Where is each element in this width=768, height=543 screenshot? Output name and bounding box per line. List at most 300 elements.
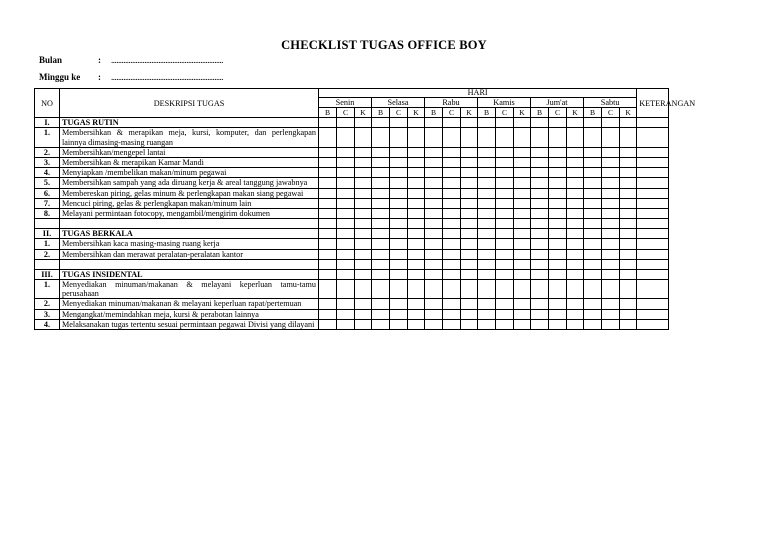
check-cell[interactable] xyxy=(567,209,584,219)
check-cell[interactable] xyxy=(425,249,443,259)
check-cell[interactable] xyxy=(337,280,355,299)
check-cell[interactable] xyxy=(372,147,390,157)
check-cell[interactable] xyxy=(567,259,584,269)
check-cell[interactable] xyxy=(514,168,531,178)
check-cell[interactable] xyxy=(602,299,620,309)
check-cell[interactable] xyxy=(408,128,425,147)
check-cell[interactable] xyxy=(408,259,425,269)
check-cell[interactable] xyxy=(425,198,443,208)
check-cell[interactable] xyxy=(372,198,390,208)
check-cell[interactable] xyxy=(408,118,425,128)
check-cell[interactable] xyxy=(602,319,620,329)
check-cell[interactable] xyxy=(319,319,337,329)
check-cell[interactable] xyxy=(390,239,408,249)
check-cell[interactable] xyxy=(461,269,478,279)
check-cell[interactable] xyxy=(372,178,390,188)
check-cell[interactable] xyxy=(584,239,602,249)
check-cell[interactable] xyxy=(620,209,637,219)
check-cell[interactable] xyxy=(425,280,443,299)
check-cell[interactable] xyxy=(390,269,408,279)
check-cell[interactable] xyxy=(549,309,567,319)
check-cell[interactable] xyxy=(337,219,355,229)
check-cell[interactable] xyxy=(496,209,514,219)
check-cell[interactable] xyxy=(319,229,337,239)
check-cell[interactable] xyxy=(478,118,496,128)
check-cell[interactable] xyxy=(478,198,496,208)
check-cell[interactable] xyxy=(620,198,637,208)
check-cell[interactable] xyxy=(408,309,425,319)
check-cell[interactable] xyxy=(319,269,337,279)
check-cell[interactable] xyxy=(514,269,531,279)
check-cell[interactable] xyxy=(372,259,390,269)
check-cell[interactable] xyxy=(496,319,514,329)
check-cell[interactable] xyxy=(567,178,584,188)
check-cell[interactable] xyxy=(584,259,602,269)
check-cell[interactable] xyxy=(337,158,355,168)
check-cell[interactable] xyxy=(372,118,390,128)
keterangan-cell[interactable] xyxy=(637,319,669,329)
check-cell[interactable] xyxy=(496,147,514,157)
check-cell[interactable] xyxy=(478,178,496,188)
check-cell[interactable] xyxy=(337,259,355,269)
check-cell[interactable] xyxy=(478,168,496,178)
check-cell[interactable] xyxy=(390,209,408,219)
check-cell[interactable] xyxy=(514,219,531,229)
check-cell[interactable] xyxy=(496,118,514,128)
check-cell[interactable] xyxy=(531,309,549,319)
check-cell[interactable] xyxy=(390,319,408,329)
check-cell[interactable] xyxy=(584,309,602,319)
keterangan-cell[interactable] xyxy=(637,198,669,208)
check-cell[interactable] xyxy=(602,229,620,239)
check-cell[interactable] xyxy=(549,280,567,299)
check-cell[interactable] xyxy=(620,168,637,178)
check-cell[interactable] xyxy=(602,128,620,147)
check-cell[interactable] xyxy=(355,249,372,259)
check-cell[interactable] xyxy=(602,259,620,269)
check-cell[interactable] xyxy=(319,219,337,229)
check-cell[interactable] xyxy=(478,309,496,319)
check-cell[interactable] xyxy=(337,309,355,319)
keterangan-cell[interactable] xyxy=(637,229,669,239)
check-cell[interactable] xyxy=(567,128,584,147)
check-cell[interactable] xyxy=(408,178,425,188)
check-cell[interactable] xyxy=(549,249,567,259)
check-cell[interactable] xyxy=(514,229,531,239)
check-cell[interactable] xyxy=(549,188,567,198)
check-cell[interactable] xyxy=(337,178,355,188)
check-cell[interactable] xyxy=(390,219,408,229)
check-cell[interactable] xyxy=(567,198,584,208)
check-cell[interactable] xyxy=(443,188,461,198)
check-cell[interactable] xyxy=(514,249,531,259)
check-cell[interactable] xyxy=(390,188,408,198)
check-cell[interactable] xyxy=(443,178,461,188)
check-cell[interactable] xyxy=(602,209,620,219)
keterangan-cell[interactable] xyxy=(637,249,669,259)
check-cell[interactable] xyxy=(496,309,514,319)
check-cell[interactable] xyxy=(549,239,567,249)
check-cell[interactable] xyxy=(496,259,514,269)
check-cell[interactable] xyxy=(355,239,372,249)
check-cell[interactable] xyxy=(390,259,408,269)
check-cell[interactable] xyxy=(514,309,531,319)
check-cell[interactable] xyxy=(337,188,355,198)
check-cell[interactable] xyxy=(478,269,496,279)
check-cell[interactable] xyxy=(443,158,461,168)
check-cell[interactable] xyxy=(355,219,372,229)
check-cell[interactable] xyxy=(390,158,408,168)
check-cell[interactable] xyxy=(496,178,514,188)
check-cell[interactable] xyxy=(461,147,478,157)
check-cell[interactable] xyxy=(531,219,549,229)
check-cell[interactable] xyxy=(425,239,443,249)
keterangan-cell[interactable] xyxy=(637,309,669,319)
check-cell[interactable] xyxy=(461,280,478,299)
check-cell[interactable] xyxy=(372,239,390,249)
check-cell[interactable] xyxy=(514,299,531,309)
check-cell[interactable] xyxy=(443,269,461,279)
check-cell[interactable] xyxy=(567,269,584,279)
keterangan-cell[interactable] xyxy=(637,209,669,219)
check-cell[interactable] xyxy=(390,178,408,188)
check-cell[interactable] xyxy=(584,280,602,299)
check-cell[interactable] xyxy=(567,188,584,198)
check-cell[interactable] xyxy=(355,229,372,239)
check-cell[interactable] xyxy=(425,269,443,279)
check-cell[interactable] xyxy=(319,259,337,269)
check-cell[interactable] xyxy=(549,158,567,168)
check-cell[interactable] xyxy=(443,147,461,157)
check-cell[interactable] xyxy=(567,299,584,309)
check-cell[interactable] xyxy=(584,299,602,309)
check-cell[interactable] xyxy=(461,209,478,219)
check-cell[interactable] xyxy=(584,219,602,229)
check-cell[interactable] xyxy=(584,128,602,147)
check-cell[interactable] xyxy=(602,219,620,229)
check-cell[interactable] xyxy=(390,299,408,309)
check-cell[interactable] xyxy=(372,269,390,279)
check-cell[interactable] xyxy=(514,128,531,147)
check-cell[interactable] xyxy=(620,309,637,319)
check-cell[interactable] xyxy=(531,209,549,219)
check-cell[interactable] xyxy=(355,188,372,198)
check-cell[interactable] xyxy=(355,168,372,178)
check-cell[interactable] xyxy=(602,280,620,299)
check-cell[interactable] xyxy=(461,198,478,208)
check-cell[interactable] xyxy=(337,249,355,259)
check-cell[interactable] xyxy=(390,118,408,128)
check-cell[interactable] xyxy=(425,259,443,269)
keterangan-cell[interactable] xyxy=(637,118,669,128)
check-cell[interactable] xyxy=(390,280,408,299)
check-cell[interactable] xyxy=(549,259,567,269)
keterangan-cell[interactable] xyxy=(637,158,669,168)
check-cell[interactable] xyxy=(620,259,637,269)
check-cell[interactable] xyxy=(549,147,567,157)
check-cell[interactable] xyxy=(408,280,425,299)
check-cell[interactable] xyxy=(443,209,461,219)
check-cell[interactable] xyxy=(443,128,461,147)
check-cell[interactable] xyxy=(355,309,372,319)
check-cell[interactable] xyxy=(584,269,602,279)
check-cell[interactable] xyxy=(584,198,602,208)
check-cell[interactable] xyxy=(514,158,531,168)
check-cell[interactable] xyxy=(443,229,461,239)
check-cell[interactable] xyxy=(319,188,337,198)
check-cell[interactable] xyxy=(584,118,602,128)
check-cell[interactable] xyxy=(461,128,478,147)
check-cell[interactable] xyxy=(372,309,390,319)
keterangan-cell[interactable] xyxy=(637,147,669,157)
check-cell[interactable] xyxy=(408,198,425,208)
check-cell[interactable] xyxy=(443,309,461,319)
check-cell[interactable] xyxy=(496,239,514,249)
check-cell[interactable] xyxy=(549,128,567,147)
check-cell[interactable] xyxy=(549,219,567,229)
check-cell[interactable] xyxy=(337,269,355,279)
check-cell[interactable] xyxy=(425,229,443,239)
check-cell[interactable] xyxy=(531,269,549,279)
check-cell[interactable] xyxy=(461,158,478,168)
check-cell[interactable] xyxy=(602,269,620,279)
check-cell[interactable] xyxy=(355,209,372,219)
check-cell[interactable] xyxy=(355,269,372,279)
check-cell[interactable] xyxy=(531,299,549,309)
check-cell[interactable] xyxy=(584,147,602,157)
check-cell[interactable] xyxy=(408,299,425,309)
check-cell[interactable] xyxy=(620,229,637,239)
check-cell[interactable] xyxy=(337,319,355,329)
check-cell[interactable] xyxy=(531,128,549,147)
check-cell[interactable] xyxy=(372,229,390,239)
check-cell[interactable] xyxy=(408,168,425,178)
check-cell[interactable] xyxy=(372,299,390,309)
check-cell[interactable] xyxy=(390,128,408,147)
check-cell[interactable] xyxy=(319,249,337,259)
check-cell[interactable] xyxy=(584,229,602,239)
check-cell[interactable] xyxy=(478,188,496,198)
keterangan-cell[interactable] xyxy=(637,188,669,198)
keterangan-cell[interactable] xyxy=(637,128,669,147)
keterangan-cell[interactable] xyxy=(637,239,669,249)
check-cell[interactable] xyxy=(531,147,549,157)
check-cell[interactable] xyxy=(496,188,514,198)
check-cell[interactable] xyxy=(478,219,496,229)
check-cell[interactable] xyxy=(461,319,478,329)
check-cell[interactable] xyxy=(319,147,337,157)
check-cell[interactable] xyxy=(478,147,496,157)
check-cell[interactable] xyxy=(567,118,584,128)
check-cell[interactable] xyxy=(319,118,337,128)
check-cell[interactable] xyxy=(584,168,602,178)
check-cell[interactable] xyxy=(567,280,584,299)
check-cell[interactable] xyxy=(461,188,478,198)
check-cell[interactable] xyxy=(425,118,443,128)
check-cell[interactable] xyxy=(602,249,620,259)
check-cell[interactable] xyxy=(531,178,549,188)
check-cell[interactable] xyxy=(390,309,408,319)
check-cell[interactable] xyxy=(372,319,390,329)
check-cell[interactable] xyxy=(549,299,567,309)
check-cell[interactable] xyxy=(602,158,620,168)
check-cell[interactable] xyxy=(496,249,514,259)
check-cell[interactable] xyxy=(549,198,567,208)
check-cell[interactable] xyxy=(390,168,408,178)
check-cell[interactable] xyxy=(355,118,372,128)
check-cell[interactable] xyxy=(425,319,443,329)
check-cell[interactable] xyxy=(319,239,337,249)
check-cell[interactable] xyxy=(337,128,355,147)
keterangan-cell[interactable] xyxy=(637,178,669,188)
check-cell[interactable] xyxy=(549,269,567,279)
check-cell[interactable] xyxy=(372,209,390,219)
check-cell[interactable] xyxy=(319,209,337,219)
check-cell[interactable] xyxy=(514,118,531,128)
check-cell[interactable] xyxy=(478,249,496,259)
check-cell[interactable] xyxy=(443,168,461,178)
check-cell[interactable] xyxy=(443,299,461,309)
check-cell[interactable] xyxy=(443,118,461,128)
check-cell[interactable] xyxy=(531,280,549,299)
check-cell[interactable] xyxy=(319,158,337,168)
check-cell[interactable] xyxy=(567,309,584,319)
check-cell[interactable] xyxy=(567,168,584,178)
keterangan-cell[interactable] xyxy=(637,168,669,178)
check-cell[interactable] xyxy=(425,299,443,309)
check-cell[interactable] xyxy=(461,259,478,269)
check-cell[interactable] xyxy=(425,209,443,219)
check-cell[interactable] xyxy=(461,229,478,239)
check-cell[interactable] xyxy=(514,319,531,329)
check-cell[interactable] xyxy=(337,299,355,309)
check-cell[interactable] xyxy=(443,319,461,329)
check-cell[interactable] xyxy=(408,269,425,279)
check-cell[interactable] xyxy=(584,209,602,219)
check-cell[interactable] xyxy=(425,158,443,168)
check-cell[interactable] xyxy=(514,239,531,249)
check-cell[interactable] xyxy=(620,239,637,249)
check-cell[interactable] xyxy=(408,229,425,239)
check-cell[interactable] xyxy=(620,319,637,329)
check-cell[interactable] xyxy=(496,128,514,147)
check-cell[interactable] xyxy=(390,249,408,259)
check-cell[interactable] xyxy=(337,118,355,128)
check-cell[interactable] xyxy=(496,229,514,239)
check-cell[interactable] xyxy=(531,198,549,208)
check-cell[interactable] xyxy=(319,128,337,147)
check-cell[interactable] xyxy=(620,299,637,309)
check-cell[interactable] xyxy=(478,128,496,147)
check-cell[interactable] xyxy=(355,259,372,269)
check-cell[interactable] xyxy=(567,219,584,229)
check-cell[interactable] xyxy=(584,188,602,198)
check-cell[interactable] xyxy=(602,188,620,198)
check-cell[interactable] xyxy=(549,168,567,178)
check-cell[interactable] xyxy=(496,158,514,168)
check-cell[interactable] xyxy=(514,188,531,198)
check-cell[interactable] xyxy=(620,158,637,168)
keterangan-cell[interactable] xyxy=(637,280,669,299)
check-cell[interactable] xyxy=(531,118,549,128)
check-cell[interactable] xyxy=(531,229,549,239)
check-cell[interactable] xyxy=(372,249,390,259)
check-cell[interactable] xyxy=(372,280,390,299)
check-cell[interactable] xyxy=(549,319,567,329)
check-cell[interactable] xyxy=(620,188,637,198)
check-cell[interactable] xyxy=(531,249,549,259)
check-cell[interactable] xyxy=(408,209,425,219)
check-cell[interactable] xyxy=(337,209,355,219)
check-cell[interactable] xyxy=(319,280,337,299)
check-cell[interactable] xyxy=(620,147,637,157)
check-cell[interactable] xyxy=(372,128,390,147)
check-cell[interactable] xyxy=(408,219,425,229)
check-cell[interactable] xyxy=(567,158,584,168)
check-cell[interactable] xyxy=(425,147,443,157)
check-cell[interactable] xyxy=(531,188,549,198)
check-cell[interactable] xyxy=(337,198,355,208)
check-cell[interactable] xyxy=(461,168,478,178)
check-cell[interactable] xyxy=(567,229,584,239)
check-cell[interactable] xyxy=(425,178,443,188)
check-cell[interactable] xyxy=(531,259,549,269)
check-cell[interactable] xyxy=(408,319,425,329)
check-cell[interactable] xyxy=(514,178,531,188)
check-cell[interactable] xyxy=(478,239,496,249)
check-cell[interactable] xyxy=(514,198,531,208)
check-cell[interactable] xyxy=(567,319,584,329)
check-cell[interactable] xyxy=(478,259,496,269)
check-cell[interactable] xyxy=(478,158,496,168)
check-cell[interactable] xyxy=(408,239,425,249)
check-cell[interactable] xyxy=(496,198,514,208)
check-cell[interactable] xyxy=(620,219,637,229)
check-cell[interactable] xyxy=(425,188,443,198)
check-cell[interactable] xyxy=(355,319,372,329)
check-cell[interactable] xyxy=(355,280,372,299)
check-cell[interactable] xyxy=(549,178,567,188)
check-cell[interactable] xyxy=(425,128,443,147)
check-cell[interactable] xyxy=(355,147,372,157)
check-cell[interactable] xyxy=(461,249,478,259)
check-cell[interactable] xyxy=(443,259,461,269)
check-cell[interactable] xyxy=(478,229,496,239)
check-cell[interactable] xyxy=(337,239,355,249)
check-cell[interactable] xyxy=(390,229,408,239)
check-cell[interactable] xyxy=(602,168,620,178)
check-cell[interactable] xyxy=(531,239,549,249)
check-cell[interactable] xyxy=(372,168,390,178)
check-cell[interactable] xyxy=(319,168,337,178)
check-cell[interactable] xyxy=(443,239,461,249)
check-cell[interactable] xyxy=(408,249,425,259)
check-cell[interactable] xyxy=(390,198,408,208)
check-cell[interactable] xyxy=(478,319,496,329)
check-cell[interactable] xyxy=(478,280,496,299)
keterangan-cell[interactable] xyxy=(637,259,669,269)
check-cell[interactable] xyxy=(390,147,408,157)
check-cell[interactable] xyxy=(425,309,443,319)
check-cell[interactable] xyxy=(355,178,372,188)
check-cell[interactable] xyxy=(425,219,443,229)
check-cell[interactable] xyxy=(620,249,637,259)
check-cell[interactable] xyxy=(496,168,514,178)
check-cell[interactable] xyxy=(602,239,620,249)
check-cell[interactable] xyxy=(531,168,549,178)
check-cell[interactable] xyxy=(461,219,478,229)
check-cell[interactable] xyxy=(602,118,620,128)
